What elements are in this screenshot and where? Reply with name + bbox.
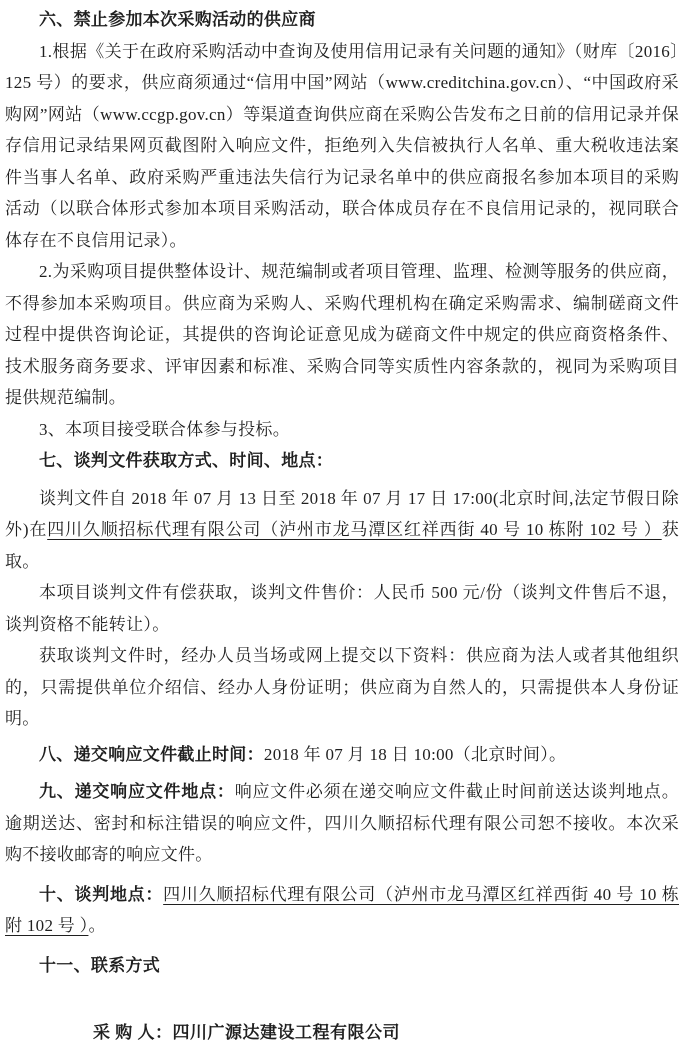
section-6-para-credit-records: 1.根据《关于在政府采购活动中查询及使用信用记录有关问题的通知》（财库〔2016〕125 号）的要求，供应商须通过“信用中国”网站（www.creditchina.gov.cn）、“中国政府采购网”网站（www.ccgp.gov.cn）等渠道查询供应商在采购公告发布之日前的信用记录并保存信用记录结果网页截图附入响应文件，拒绝列入失信被执行人名单、重大税收违法案件当事人名单、政府采购严重违法失信行为记录名单中的供应商报名参加本项目的采购活动（以联合体形式参加本项目采购活动，联合体成员存在不良信用记录的，视同联合体存在不良信用记录）。 bbox=[5, 41, 679, 250]
section-7-para-price: 本项目谈判文件有偿获取，谈判文件售价：人民币 500 元/份（谈判文件售后不退，谈判资格不能转让）。 bbox=[5, 583, 679, 634]
buyer-label: 采 购 人： bbox=[93, 1023, 173, 1042]
buyer-line bbox=[5, 1017, 679, 1049]
section-11-heading: 十一、联系方式 bbox=[39, 955, 161, 975]
section-10-negotiation-place bbox=[5, 879, 679, 942]
section-10-label: 十、谈判地点： bbox=[39, 884, 164, 904]
section-7-para-materials: 获取谈判文件时，经办人员当场或网上提交以下资料：供应商为法人或者其他组织的，只需提供单位介绍信、经办人身份证明；供应商为自然人的，只需提供本人身份证明。 bbox=[5, 646, 679, 728]
section-8-deadline bbox=[5, 739, 679, 771]
section-7-heading: 七、谈判文件获取方式、时间、地点： bbox=[39, 451, 334, 470]
section-10-period: 。 bbox=[88, 916, 106, 935]
section-6-para-consortium: 3、本项目接受联合体参与投标。 bbox=[39, 419, 290, 439]
buyer-name: 四川广源达建设工程有限公司 bbox=[172, 1023, 400, 1042]
section-9-value: 响应文件必须在递交响应文件截止时间前送达谈判地点。逾期送达、密封和标注错误的响应文件，四川久顺招标代理有限公司恕不接收。本次采购不接收邮寄的响应文件。 bbox=[5, 782, 679, 864]
negotiation-address-underlined: 四川久顺招标代理有限公司（泸州市龙马潭区红祥西街 40 号 10 栋附 102 号 ） bbox=[5, 884, 679, 935]
section-9-label: 九、递交响应文件地点： bbox=[39, 782, 235, 801]
section-8-label: 八、递交响应文件截止时间： bbox=[39, 744, 264, 764]
section-6-para-design-services: 2.为采购项目提供整体设计、规范编制或者项目管理、监理、检测等服务的供应商，不得参加本采购项目。供应商为采购人、采购代理机构在确定采购需求、编制磋商文件过程中提供咨询论证，其提供的咨询论证意见成为磋商文件中规定的供应商资格条件、技术服务商务要求、评审因素和标准、采购合同等实质性内容条款的，视同为采购项目提供规范编制。 bbox=[5, 262, 679, 407]
obtain-time-text: 谈判文件自 2018 年 07 月 13 日至 2018 年 07 月 17 日 17:00(北京时间,法定节假日除外)在 bbox=[5, 488, 679, 539]
section-8-value: 2018 年 07 月 18 日 10:00（北京时间）。 bbox=[263, 744, 567, 764]
obtain-suffix-text: 获取。 bbox=[5, 520, 680, 571]
section-9-delivery-place bbox=[5, 776, 679, 871]
agency-address-underlined: 四川久顺招标代理有限公司（泸州市龙马潭区红祥西街 40 号 10 栋附 102 号 ） bbox=[47, 520, 662, 539]
section-6-heading: 六、禁止参加本次采购活动的供应商 bbox=[39, 10, 316, 29]
section-7-para-obtain-time bbox=[5, 483, 679, 578]
